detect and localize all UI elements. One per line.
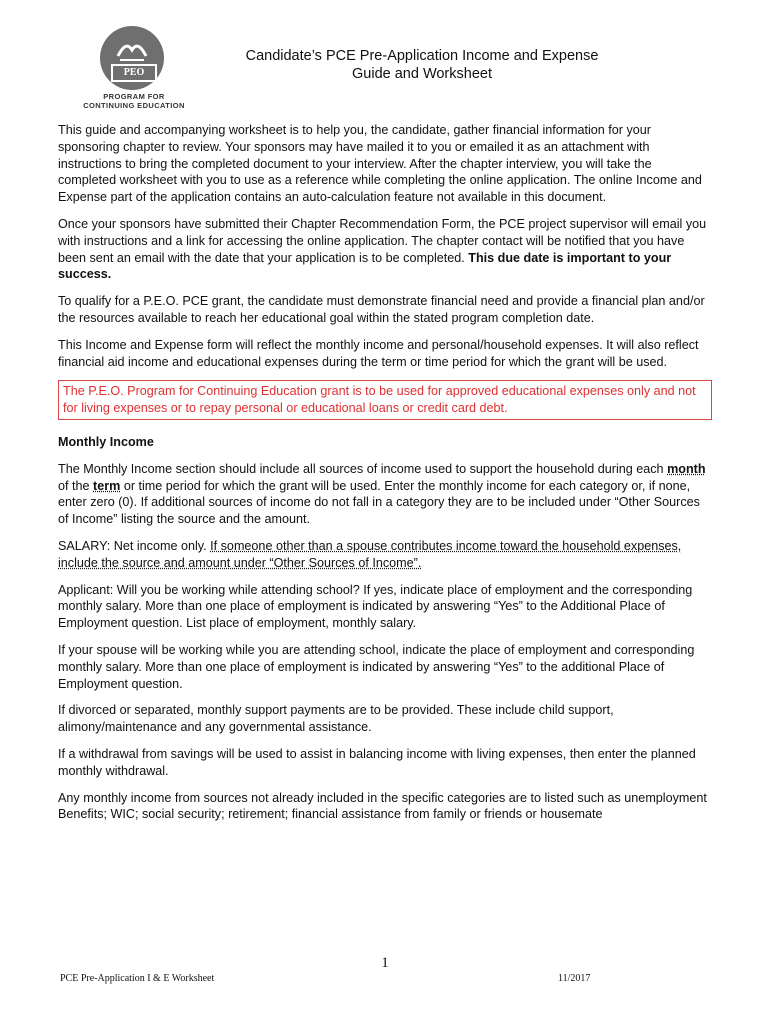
due-date-emphasis: This due date is important to your success. <box>58 250 672 282</box>
mi-text-c: or time period for which the grant will be used. Enter the monthly income for each category or, if none, enter zero (0). If additional sources of income do not fall in a category they are to be included under “Other Sources of Income” listing the source and the amount. <box>58 478 700 527</box>
mi-text-a: The Monthly Income section should include all sources of income used to support the household during each <box>58 461 664 476</box>
logo-text-line2: CONTINUING EDUCATION <box>83 101 185 110</box>
other-income-paragraph: Any monthly income from sources not already included in the specific categories are to listed such as unemployment Benefits; WIC; social security; retirement; financial assistance from family or friends or housemate <box>58 790 707 822</box>
monthly-income-heading: Monthly Income <box>58 434 154 449</box>
divorced-paragraph: If divorced or separated, monthly support payments are to be provided. These include child support, alimony/maintenance and any governmental assistance. <box>58 703 614 735</box>
applicant-paragraph: Applicant: Will you be working while attending school? If yes, indicate place of employment and the corresponding monthly salary. More than one place of employment is indicated by answering “Yes” to the Additional Place of Employment question. List place of employment, monthly salary. <box>58 582 693 631</box>
document-title <box>212 47 632 83</box>
footer-date: 11/2017 <box>558 973 591 984</box>
footer-doc-title: PCE Pre-Application I & E Worksheet <box>60 973 215 984</box>
document-body <box>58 122 712 833</box>
grant-usage-notice: The P.E.O. Program for Continuing Education grant is to be used for approved educational expenses only and not for living expenses or to repay personal or educational loans or credit card debt. <box>58 380 712 420</box>
savings-paragraph: If a withdrawal from savings will be used to assist in balancing income with living expenses, then enter the planned monthly withdrawal. <box>58 746 696 778</box>
intro-paragraph-1: This guide and accompanying worksheet is to help you, the candidate, gather financial information for your sponsoring chapter to review. Your sponsors may have mailed it to you or emailed it as an attachment with instructions to bring the completed document to your interview. After the chapter interview, you will take the completed worksheet with you to use as a reference while completing the online application. The online Income and Expense part of the application contains an auto-calculation feature not available in this document. <box>58 123 702 205</box>
salary-paragraph <box>58 538 712 572</box>
salary-text: SALARY: Net income only. <box>58 538 207 553</box>
intro-paragraph-2-text: Once your sponsors have submitted their Chapter Recommendation Form, the PCE project supervisor will email you with instructions and a link for accessing the online application. The chapter contact will be notified that you have been sent an email with the date that your application is to be completed. <box>58 216 707 265</box>
title-line2: Guide and Worksheet <box>352 66 492 82</box>
intro-paragraph-4: This Income and Expense form will reflect the monthly income and personal/household expenses. It will also reflect financial aid income and educational expenses during the term or time period for which the grant will be used. <box>58 337 699 369</box>
intro-paragraph-3: To qualify for a P.E.O. PCE grant, the candidate must demonstrate financial need and provide a financial plan and/or the resources available to reach her educational goal within the stated program completion date. <box>58 294 705 325</box>
title-line1: Candidate’s PCE Pre-Application Income and Expense <box>245 48 599 64</box>
mi-month-emphasis: month <box>667 461 706 476</box>
spouse-paragraph: If your spouse will be working while you are attending school, indicate the place of employment and corresponding monthly salary. More than one place of employment is indicated by answering “Yes” to the additional Place of Employment question. <box>58 642 695 691</box>
logo-badge: PEO <box>111 64 157 82</box>
intro-paragraph-2 <box>58 216 712 283</box>
mi-text-b: of the <box>58 478 90 493</box>
peo-logo <box>78 26 190 110</box>
page-number: 1 <box>381 955 389 971</box>
mi-term-emphasis: term <box>93 478 121 493</box>
monthly-income-paragraph <box>58 461 712 528</box>
salary-note: If someone other than a spouse contributes income toward the household expenses, include the source and amount under “Other Sources of Income”. <box>58 538 682 570</box>
logo-text-line1: PROGRAM FOR <box>103 92 165 101</box>
